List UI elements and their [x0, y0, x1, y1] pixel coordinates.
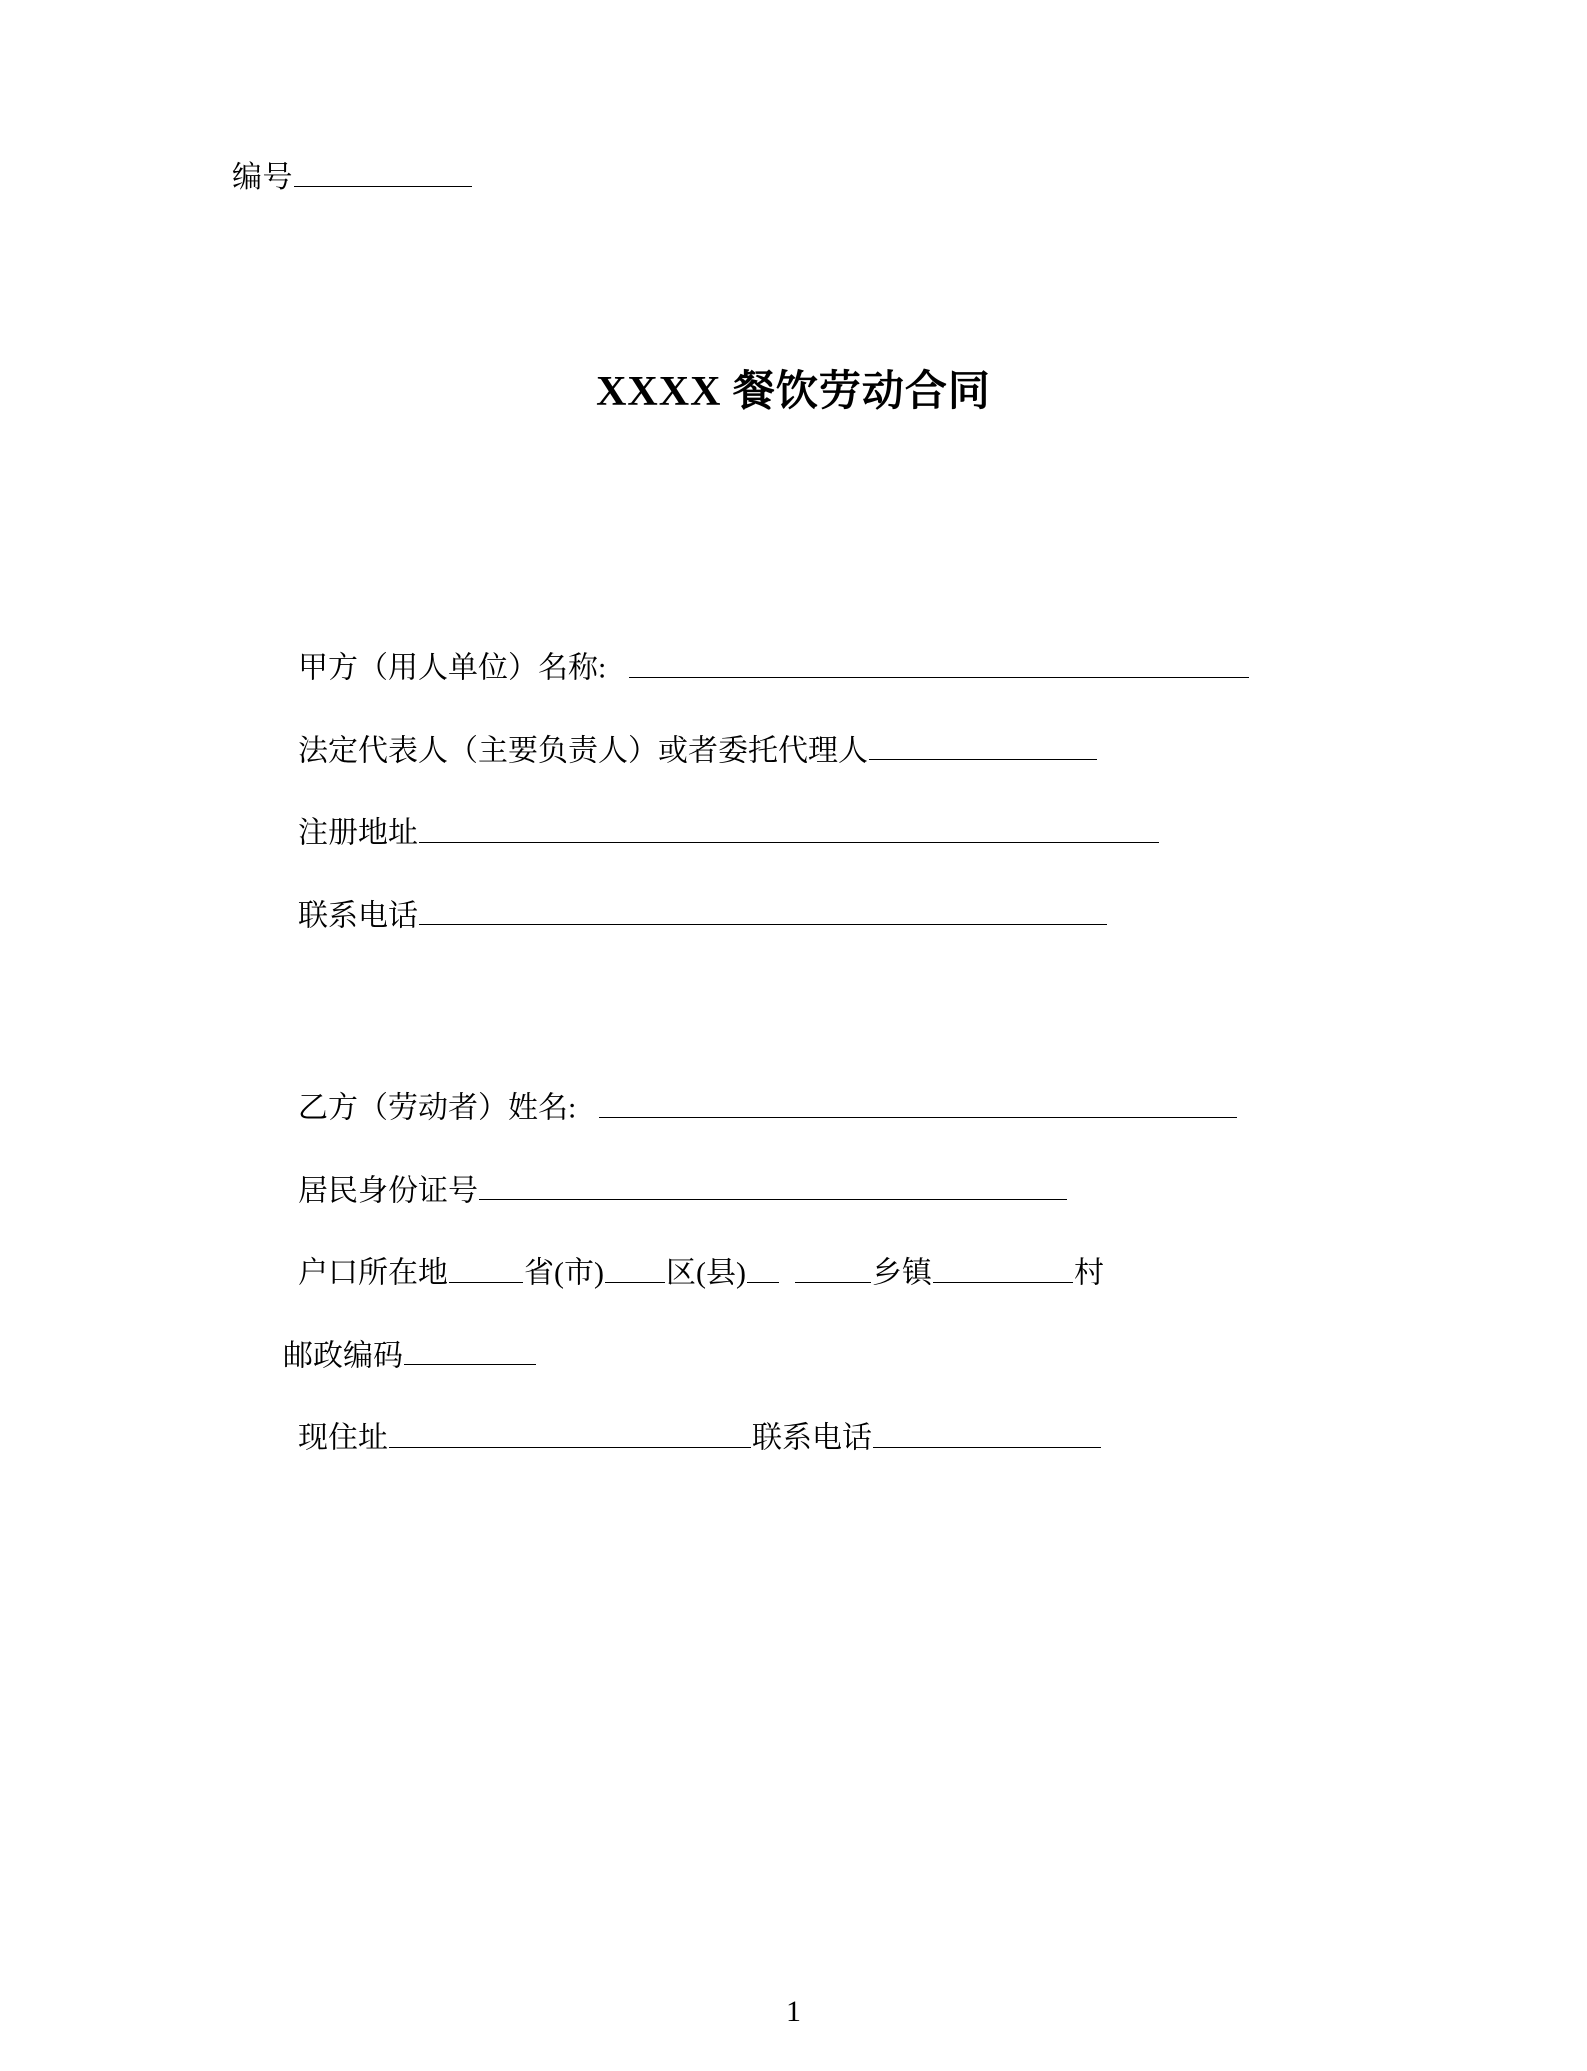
- party-b-id-number-row: [0, 1168, 1587, 1207]
- party-a-register-address-label: 注册地址: [298, 816, 418, 850]
- party-a-section: [0, 645, 1587, 931]
- party-b-household-label: 户口所在地: [298, 1256, 448, 1290]
- party-a-name-row: [0, 645, 1587, 684]
- serial-number-blank[interactable]: [294, 155, 472, 188]
- party-b-household-district-unit: 区(县): [665, 1256, 746, 1290]
- party-b-postcode-label: 邮政编码: [283, 1339, 403, 1372]
- party-b-household-district-blank2[interactable]: [747, 1250, 779, 1283]
- party-a-name-label: 甲方（用人单位）名称:: [298, 651, 607, 685]
- party-b-section: [0, 1085, 1587, 1454]
- party-b-household-district-blank[interactable]: [605, 1250, 665, 1283]
- party-b-household-province-blank[interactable]: [449, 1250, 523, 1283]
- party-b-postcode-blank[interactable]: [404, 1333, 536, 1366]
- party-b-household-province-unit: 省(市): [524, 1256, 604, 1290]
- party-b-name-row: [0, 1085, 1587, 1124]
- party-b-current-address-label: 现住址: [298, 1421, 388, 1455]
- party-a-phone-label: 联系电话: [298, 899, 418, 932]
- serial-number-line: [232, 152, 473, 196]
- serial-number-label: 编号: [232, 161, 293, 194]
- party-b-current-address-row: [0, 1415, 1587, 1454]
- party-a-register-address-blank[interactable]: [419, 810, 1159, 843]
- party-a-register-address-row: [0, 810, 1587, 849]
- party-b-household-row: [0, 1250, 1587, 1289]
- party-b-household-town-unit: 乡镇: [871, 1256, 932, 1290]
- party-b-household-village-unit: 村: [1073, 1256, 1104, 1290]
- party-a-phone-row: [0, 893, 1587, 932]
- page-title: XXXX 餐饮劳动合同: [596, 369, 991, 415]
- party-b-postcode-row: [0, 1333, 1587, 1372]
- party-a-legal-rep-blank[interactable]: [869, 728, 1097, 761]
- party-b-id-number-label: 居民身份证号: [298, 1174, 478, 1207]
- party-b-household-town-blank[interactable]: [795, 1250, 871, 1283]
- party-a-legal-rep-row: [0, 728, 1587, 767]
- party-b-household-village-blank[interactable]: [933, 1250, 1073, 1283]
- party-b-name-label: 乙方（劳动者）姓名:: [298, 1091, 577, 1125]
- party-b-phone-label: 联系电话: [752, 1421, 872, 1455]
- party-a-legal-rep-label: 法定代表人（主要负责人）或者委托代理人: [298, 734, 868, 767]
- party-b-phone-blank[interactable]: [873, 1415, 1101, 1448]
- party-b-name-blank[interactable]: [599, 1085, 1237, 1118]
- party-a-phone-blank[interactable]: [419, 893, 1107, 926]
- party-a-name-blank[interactable]: [629, 645, 1249, 678]
- party-b-id-number-blank[interactable]: [479, 1168, 1067, 1201]
- party-b-current-address-blank[interactable]: [389, 1415, 751, 1448]
- page-number: 1: [786, 1995, 801, 2028]
